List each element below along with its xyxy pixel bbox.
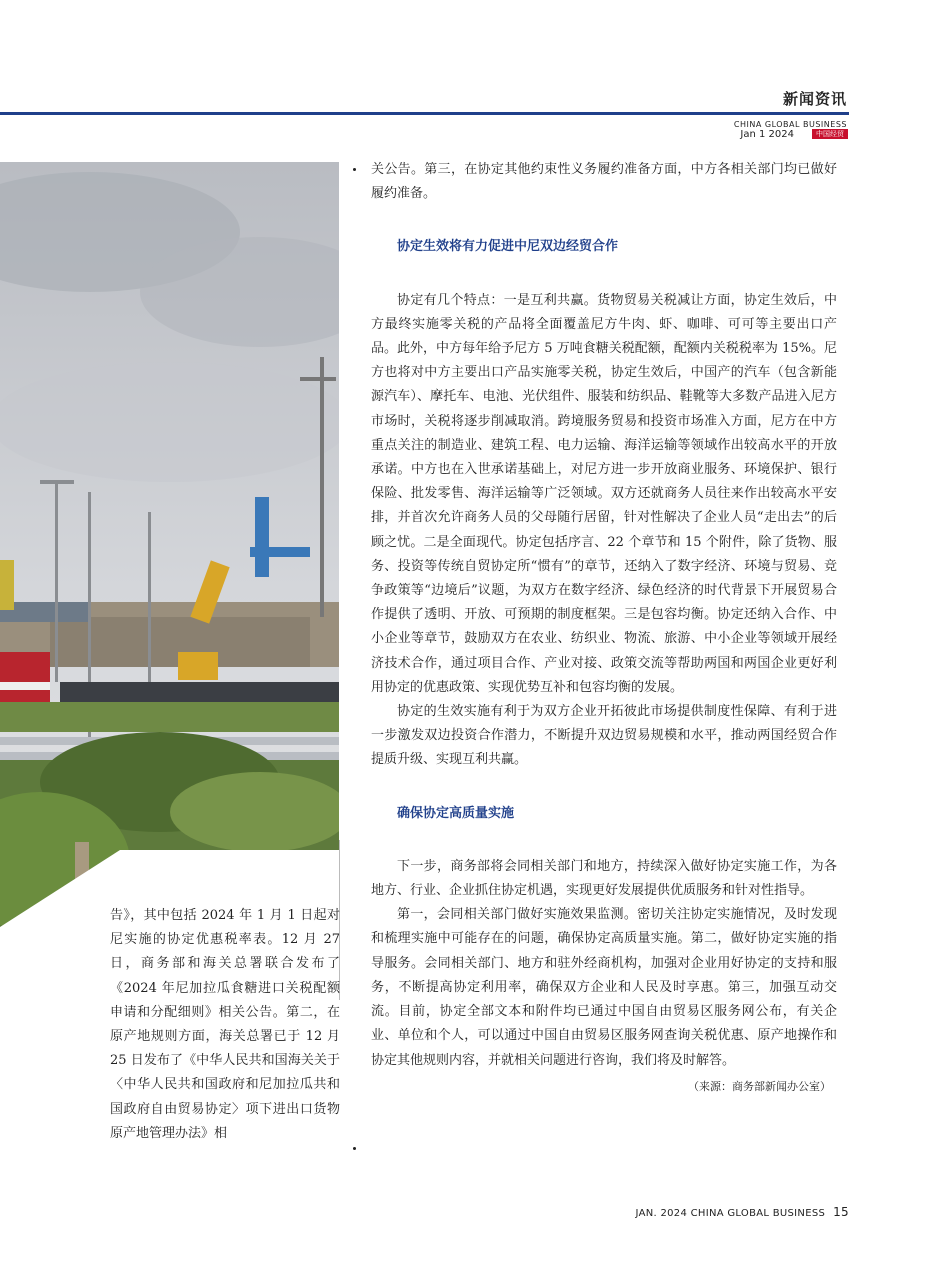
lamp-head <box>40 480 74 484</box>
lamp-post <box>55 482 58 682</box>
port-photo <box>0 162 339 930</box>
page-number: 15 <box>833 1205 849 1219</box>
section-title: 新闻资讯 <box>782 90 847 108</box>
header-rule <box>0 112 849 115</box>
yellow-crane <box>0 560 14 610</box>
right-paragraph-4: 第一，会同相关部门做好实施效果监测。密切关注协定实施情况，及时发现和梳理实施中可能存在的问题，确保协定高质量实施。第二，做好协定实施的指导服务。会同相关部门、地方和驻外经商机构，加强对企业用好协定的支持和服务，不断提高协定利用率，确保双方企业和人民及时享惠。第三，加强互动交流。目前，协定全部文本和附件均已通过中国自由贸易区服务网公布，有关企业、单位和个人，可以通过中国自由贸易区服务网查询关税优惠、原产地操作和协定其他规则内容，并就相关问题进行咨询，我们将及时解答。 <box>371 907 837 1068</box>
excavator-body <box>178 652 218 680</box>
right-paragraph-0: 关公告。第三，在协定其他约束性义务履约准备方面，中方各相关部门均已做好履约准备。 <box>371 162 837 202</box>
divider-dot-bottom <box>353 1147 356 1150</box>
left-column <box>110 904 340 1146</box>
right-paragraph-1: 协定有几个特点：一是互利共赢。货物贸易关税减让方面，协定生效后，中方最终实施零关税的产品将全面覆盖尼方牛肉、虾、咖啡、可可等主要出口产品。此外，中方每年给予尼方 5 万吨食糖关税配额，配额内关税税率为 15%。尼方也将对中方主要出口产品实施零关税，协定生效后，中国产的汽车（包含新能源汽车）、摩托车、电池、光伏组件、服装和纺织品、鞋靴等大多数产品进入尼方市场时，关税将逐步削减取消。跨境服务贸易和投资市场准入方面，尼方在中方重点关注的制造业、建筑工程、电力运输、海洋运输等领域作出较高水平的开放承诺。中方也在入世承诺基础上，对尼方进一步开放商业服务、环境保护、银行保险、批发零售、海洋运输等广泛领域。双方还就商务人员往来作出较高水平安排，并首次允许商务人员的父母随行居留，针对性解决了企业人员“走出去”的后顾之忧。二是全面现代。协定包括序言、22 个章节和 15 个附件，除了货物、服务、投资等传统自贸协定所“惯有”的章节，还纳入了数字经济、环境与贸易、竞争政策等“边境后”议题，为双方在数字经济、绿色经济的时代背景下开展贸易合作提供了透明、开放、可预期的制度框架。三是包容均衡。协定还纳入合作、中小企业等章节，鼓励双方在农业、纺织业、物流、旅游、中小企业等领域开展经济技术合作，通过项目合作、产业对接、政策交流等帮助两国和两国企业更好利用协定的优惠政策、实现优势互补和包容均衡的发展。 <box>371 292 837 695</box>
shrubs <box>0 702 339 732</box>
issue-date: Jan 1 2024 <box>740 129 794 140</box>
publication-logo: 中国经贸 <box>812 129 848 139</box>
locomotive-stripe <box>0 682 50 690</box>
heading-cooperation: 协定生效将有力促进中尼双边经贸合作 <box>397 239 619 255</box>
right-paragraph-2: 协定的生效实施有利于为双方企业开拓彼此市场提供制度性保障、有利于进一步激发双边投资合作潜力，不断提升双边贸易规模和水平，推动两国经贸合作提质升级、实现互利共赢。 <box>371 704 837 768</box>
right-paragraph-3: 下一步，商务部将会同相关部门和地方，持续深入做好协定实施工作，为各地方、行业、企业抓住协定机遇，实现更好发展提供优质服务和针对性指导。 <box>371 858 837 899</box>
divider-dot-top <box>353 168 356 171</box>
publication-name: CHINA GLOBAL BUSINESS <box>733 120 847 129</box>
cloud <box>0 362 339 482</box>
crane-arm <box>300 377 336 381</box>
crane-mast <box>320 357 324 617</box>
blue-crane-arm <box>250 547 310 557</box>
left-paragraph: 告》，其中包括 2024 年 1 月 1 日起对尼实施的协定优惠税率表。12 月 27 日，商务部和海关总署联合发布了《2024 年尼加拉瓜食糖进口关税配额申请和分配细则》相关公告。第二，在原产地规则方面，海关总署已于 12 月 25 日发布了《中华人民共和国海关关于〈中华人民共和国政府和尼加拉瓜共和国政府自由贸易协定〉项下进出口货物原产地管理办法》相 <box>110 908 340 1141</box>
source-note: （来源：商务部新闻办公室） <box>688 1079 831 1093</box>
red-locomotive <box>0 652 50 710</box>
heading-implementation: 确保协定高质量实施 <box>397 805 515 821</box>
footer <box>636 1205 849 1219</box>
blue-crane <box>255 497 269 577</box>
port-photo-illustration <box>0 162 339 930</box>
right-column <box>371 158 837 1099</box>
footer-publication: JAN. 2024 CHINA GLOBAL BUSINESS <box>635 1208 826 1219</box>
fence <box>60 682 339 702</box>
